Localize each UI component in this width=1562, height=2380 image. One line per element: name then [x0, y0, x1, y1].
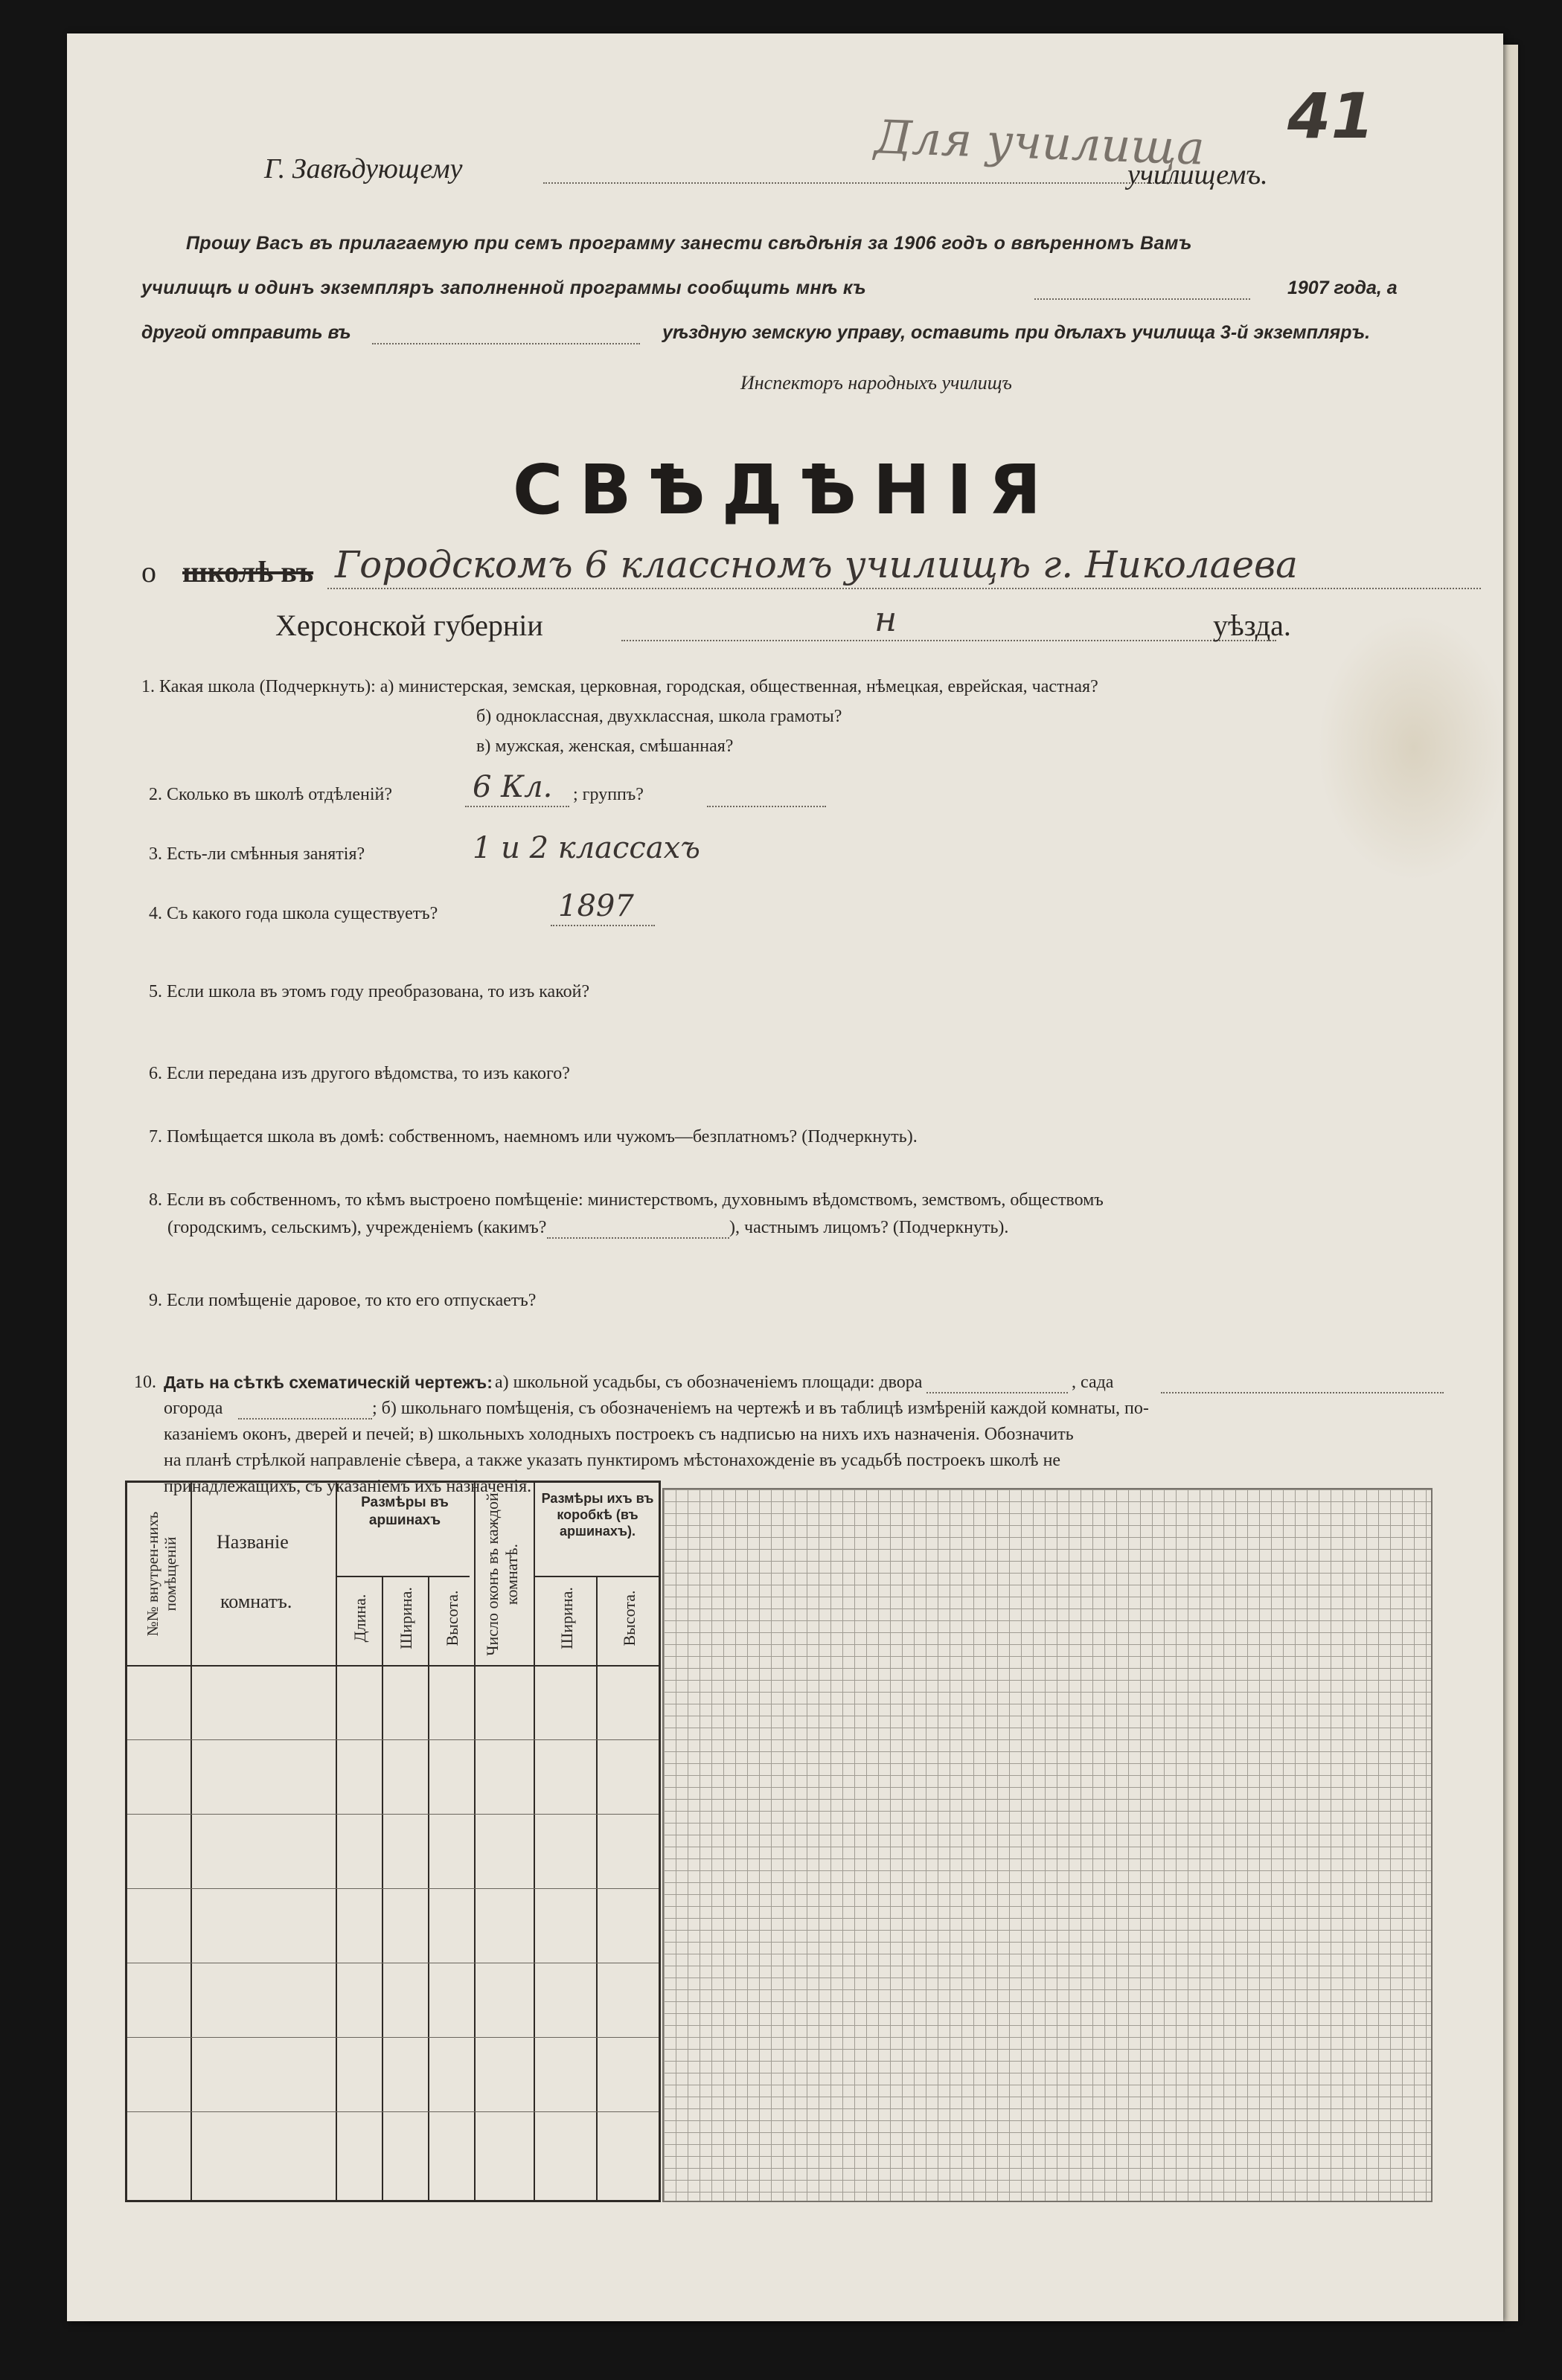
question-8b2: ), частнымъ лицомъ? (Подчеркнуть). [729, 1218, 1009, 1237]
question-1b: б) одноклассная, двухклассная, школа грамоты? [476, 707, 842, 726]
handwritten-note: Для училища [873, 109, 1206, 176]
vegetable-garden-line [238, 1418, 372, 1420]
col-height-header: Высота. [443, 1590, 461, 1646]
col-separator [336, 1483, 337, 2200]
table-row-line [127, 1888, 659, 1889]
institution-line [547, 1237, 729, 1239]
uezd-line [621, 640, 1276, 641]
addressee-line [543, 182, 1183, 184]
question-10-line1a: а) школьной усадьбы, съ обозначеніемъ площади: двора [495, 1373, 923, 1392]
question-10-number: 10. [134, 1373, 156, 1392]
answer-2-line [465, 806, 569, 807]
uezd-suffix: уѣзда. [1213, 609, 1291, 642]
question-4: 4. Съ какого года школа существуетъ? [149, 904, 438, 923]
col-length-header: Длина. [351, 1594, 369, 1643]
addressee-label: Г. Завѣдующему [264, 153, 463, 185]
question-3: 3. Есть-ли смѣнныя занятія? [149, 844, 365, 864]
question-1a: 1. Какая школа (Подчеркнуть): а) министерская, земская, церковная, городская, общественная, нѣмецкая, еврейская, частная? [141, 677, 1098, 696]
page-number: 41 [1287, 80, 1374, 153]
request-line-2a: училищѣ и одинъ экземпляръ заполненной программы сообщить мнѣ къ [141, 278, 867, 298]
destination-line [372, 343, 640, 344]
table-row-line [127, 1739, 659, 1740]
col-box-width-header: Ширина. [557, 1587, 576, 1649]
question-8b1: (городскимъ, сельскимъ), учрежденіемъ (какимъ? [167, 1218, 547, 1237]
table-row-line [127, 2037, 659, 2038]
table-row-line [127, 1814, 659, 1815]
table-row-line [127, 2111, 659, 2112]
dims-group-header: Размѣры въ аршинахъ [361, 1495, 449, 1528]
about-struck-text: школѣ въ [182, 555, 314, 588]
question-10-line2a: огорода [164, 1399, 223, 1418]
schematic-grid [662, 1488, 1433, 2202]
question-1c: в) мужская, женская, смѣшанная? [476, 737, 734, 756]
school-line [327, 588, 1481, 589]
question-7: 7. Помѣщается школа въ домѣ: собственномъ, наемномъ или чужомъ—безплатномъ? (Подчеркнуть). [149, 1127, 918, 1146]
inspector-label: Инспекторъ народныхъ училищъ [740, 372, 1012, 394]
water-stain [1317, 614, 1503, 882]
col-name-header-1: Названіе [217, 1531, 289, 1553]
answer-4-line [551, 925, 655, 926]
question-10-line5: принадлежащихъ, съ указаніемъ ихъ назначенія. [164, 1477, 532, 1496]
col-separator [659, 1483, 660, 2200]
question-10-line1b: , сада [1072, 1373, 1114, 1392]
answer-3: 1 и 2 классахъ [473, 831, 700, 865]
question-8a: 8. Если въ собственномъ, то кѣмъ выстроено помѣщеніе: министерствомъ, духовнымъ вѣдомствомъ, земствомъ, обществомъ [149, 1190, 1104, 1210]
province-label: Херсонской губерніи [275, 609, 543, 642]
question-5: 5. Если школа въ этомъ году преобразована, то изъ какой? [149, 982, 590, 1001]
document-page [67, 33, 1503, 2321]
groups-line [707, 806, 826, 807]
box-group-header: Размѣры ихъ въ коробкѣ (въ аршинахъ). [541, 1491, 654, 1539]
document-title: СВѢДѢНІЯ [512, 450, 1058, 530]
request-line-3b: уѣздную земскую управу, оставить при дѣлахъ училища 3-й экземпляръ. [662, 322, 1371, 343]
request-line-2b: 1907 года, а [1287, 278, 1398, 298]
request-line-3a: другой отправить въ [141, 322, 351, 343]
question-10-line4: на планѣ стрѣлкой направленіе сѣвера, а также указать пунктиромъ мѣстонахожденіе въ усадьбѣ построекъ школѣ не [164, 1451, 1061, 1470]
uezd-handwritten: н [874, 599, 897, 639]
garden-line [1161, 1392, 1444, 1393]
answer-4: 1897 [558, 889, 634, 923]
question-10-line2b: ; б) школьнаго помѣщенія, съ обозначеніемъ на чертежѣ и въ таблицѣ измѣреній каждой комнаты, по- [372, 1399, 1149, 1418]
question-6: 6. Если передана изъ другого вѣдомства, то изъ какого? [149, 1064, 570, 1083]
school-name-handwritten: Городскомъ 6 классномъ училищѣ г. Николаева [335, 543, 1298, 586]
rooms-table [125, 1481, 661, 2202]
question-2: 2. Сколько въ школѣ отдѣленій? [149, 785, 392, 804]
col-separator [534, 1483, 535, 2200]
question-2-suffix: ; группъ? [573, 785, 644, 804]
group-header-line [534, 1576, 659, 1577]
col-separator [474, 1483, 476, 2200]
col-name-header-2: комнатъ. [220, 1591, 292, 1612]
question-10-bold: Дать на сѣткѣ схематическій чертежъ: [164, 1373, 493, 1392]
question-9: 9. Если помѣщеніе даровое, то кто его отпускаетъ? [149, 1291, 537, 1310]
col-windows-header: Число оконъ въ каждой комнатѣ. [483, 1492, 521, 1656]
header-bottom-line [127, 1665, 659, 1667]
col-separator [191, 1483, 192, 2200]
col-width-header: Ширина. [397, 1587, 415, 1649]
yard-line [926, 1392, 1068, 1393]
request-line-1: Прошу Васъ въ прилагаемую при семъ программу занести свѣдѣнія за 1906 годъ о ввѣренномъ Вамъ [186, 233, 1192, 254]
col-box-height-header: Высота. [620, 1590, 638, 1646]
group-header-line [336, 1576, 470, 1577]
addressee-suffix: училищемъ. [1127, 159, 1268, 190]
date-line [1034, 298, 1250, 300]
question-10-line3: казаніемъ оконъ, дверей и печей; в) школьныхъ холодныхъ построекъ съ надписью на нихъ ихъ назначенія. Обозначить [164, 1425, 1074, 1444]
answer-2: 6 Кл. [473, 770, 553, 804]
col-num-header: №№ внутрен-нихъ помѣщеній [144, 1511, 179, 1637]
about-prefix: о [141, 555, 156, 588]
